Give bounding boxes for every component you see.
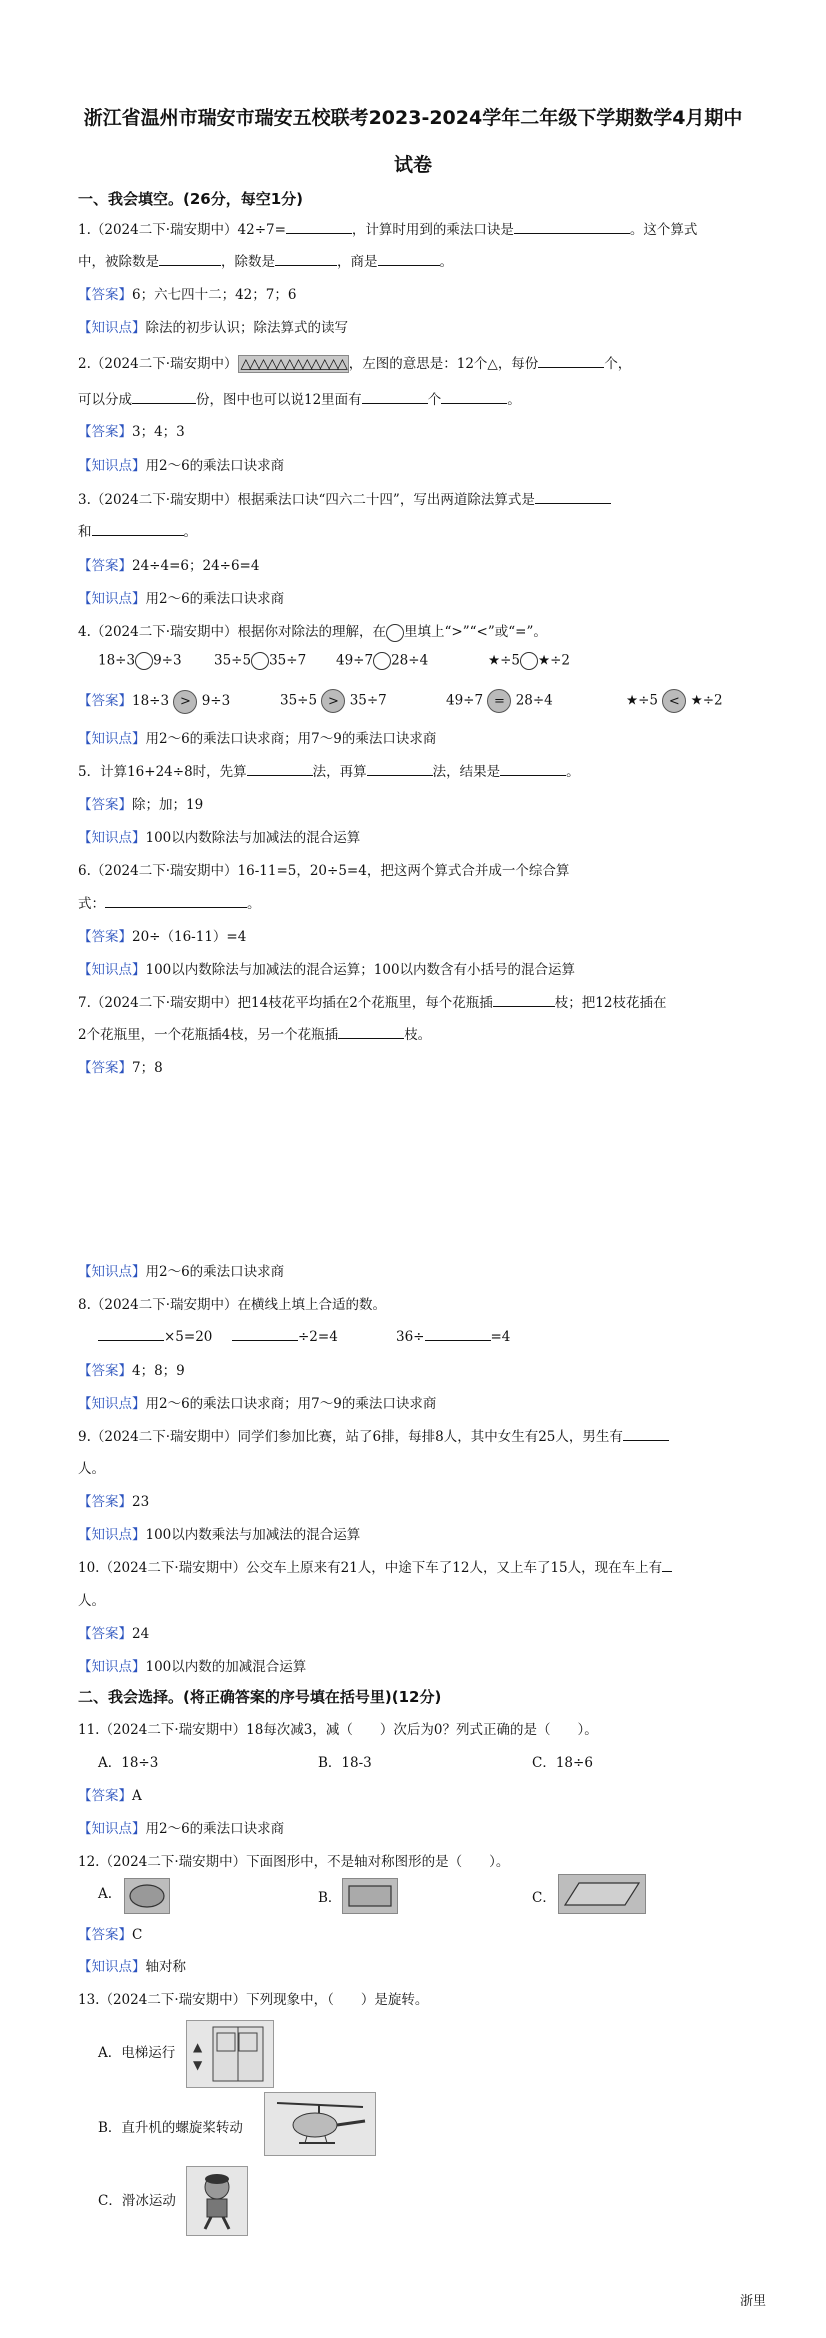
answer-3: 【答案】24÷4=6；24÷6=4 — [78, 558, 260, 574]
question-10-cont: 人。 — [78, 1593, 105, 1609]
q13-option-b: B．直升机的螺旋桨转动 — [98, 2120, 243, 2136]
knowledge-8: 【知识点】用2～6的乘法口诀求商；用7～9的乘法口诀求商 — [78, 1396, 437, 1412]
elevator-image — [186, 2020, 274, 2088]
question-13: 13.（2024二下·瑞安期中）下列现象中，（ ）是旋转。 — [78, 1992, 429, 2008]
question-1-cont: 中，被除数是 ，除数是 ，商是 。 — [78, 250, 453, 270]
question-6: 6.（2024二下·瑞安期中）16-11=5，20÷5=4，把这两个算式合并成一个综合算 — [78, 863, 570, 879]
knowledge-10: 【知识点】100以内数的加减混合运算 — [78, 1659, 307, 1675]
question-7: 7.（2024二下·瑞安期中）把14枝花平均插在2个花瓶里，每个花瓶插 枝；把12枝花插在 — [78, 991, 666, 1011]
knowledge-3: 【知识点】用2～6的乘法口诀求商 — [78, 591, 285, 607]
q8-eq-1: ×5=20 — [98, 1326, 212, 1345]
skater-icon — [187, 2167, 247, 2235]
q4-item-1: 18÷3 9÷3 — [98, 652, 182, 669]
question-4: 4.（2024二下·瑞安期中）根据你对除法的理解，在 里填上“>”“<”或“=”。 — [78, 624, 547, 640]
question-3-cont: 和 。 — [78, 520, 197, 540]
question-5: 5．计算16+24÷8时，先算 法，再算 法，结果是 。 — [78, 760, 580, 780]
question-8: 8.（2024二下·瑞安期中）在横线上填上合适的数。 — [78, 1297, 387, 1313]
answer-11: 【答案】A — [78, 1788, 142, 1804]
skater-image — [186, 2166, 248, 2236]
answer-9: 【答案】23 — [78, 1494, 150, 1510]
question-12: 12.（2024二下·瑞安期中）下面图形中，不是轴对称图形的是（ ）。 — [78, 1854, 510, 1870]
answer-6: 【答案】20÷（16-11）=4 — [78, 929, 247, 945]
answer-10: 【答案】24 — [78, 1626, 150, 1642]
svg-text:▲: ▲ — [193, 2040, 203, 2054]
q11-option-c: C．18÷6 — [532, 1755, 593, 1771]
knowledge-4: 【知识点】用2～6的乘法口诀求商；用7～9的乘法口诀求商 — [78, 731, 437, 747]
answer-12: 【答案】C — [78, 1927, 143, 1943]
knowledge-9: 【知识点】100以内数乘法与加减法的混合运算 — [78, 1527, 361, 1543]
knowledge-6: 【知识点】100以内数除法与加减法的混合运算；100以内数含有小括号的混合运算 — [78, 962, 576, 978]
q12-image-a — [124, 1878, 170, 1914]
q8-eq-2: ÷2=4 — [232, 1326, 338, 1345]
q12-image-b — [342, 1878, 398, 1914]
answer-7: 【答案】7；8 — [78, 1060, 163, 1076]
section-1-heading: 一、我会填空。(26分，每空1分) — [78, 190, 304, 208]
answer-5: 【答案】除；加；19 — [78, 797, 204, 813]
q13-option-c: C．滑冰运动 — [98, 2193, 176, 2209]
question-1: 1.（2024二下·瑞安期中）42÷7= ，计算时用到的乘法口诀是 。这个算式 — [78, 218, 697, 238]
answer-2: 【答案】3；4；3 — [78, 424, 185, 440]
parallelogram-icon — [559, 1875, 645, 1913]
section-2-heading: 二、我会选择。(将正确答案的序号填在括号里)(12分) — [78, 1688, 442, 1706]
helicopter-icon — [265, 2093, 375, 2155]
q12-option-c: C． — [532, 1890, 556, 1906]
knowledge-1: 【知识点】除法的初步认识；除法算式的读写 — [78, 320, 348, 336]
question-9-cont: 人。 — [78, 1461, 105, 1477]
q11-option-b: B．18-3 — [318, 1755, 372, 1771]
answer-8: 【答案】4；8；9 — [78, 1363, 185, 1379]
answer-4-item-2: 35÷5 > 35÷7 — [280, 689, 387, 713]
q12-option-a: A. — [98, 1886, 113, 1902]
q8-eq-3: 36÷ =4 — [396, 1326, 510, 1345]
q4-item-3: 49÷7 28÷4 — [336, 652, 429, 669]
page-title-line2: 试卷 — [393, 154, 432, 176]
question-10: 10.（2024二下·瑞安期中）公交车上原来有21人，中途下车了12人，又上车了15人，现在车上有 — [78, 1556, 672, 1576]
knowledge-2: 【知识点】用2～6的乘法口诀求商 — [78, 458, 285, 474]
question-11: 11.（2024二下·瑞安期中）18每次减3，减（ ）次后为0？列式正确的是（ ）。 — [78, 1722, 598, 1738]
question-2: 2.（2024二下·瑞安期中） △△△△△△△△△△△△ ，左图的意思是：12个△，每份 个， — [78, 352, 631, 373]
ellipse-icon — [125, 1879, 169, 1913]
q12-option-b: B． — [318, 1890, 342, 1906]
footer-mark: 浙里 — [739, 2294, 766, 2309]
q13-option-a: A．电梯运行 — [98, 2045, 176, 2061]
question-3: 3.（2024二下·瑞安期中）根据乘法口诀“四六二十四”，写出两道除法算式是 — [78, 488, 611, 508]
answer-4-item-3: 49÷7 = 28÷4 — [446, 689, 553, 713]
knowledge-12: 【知识点】轴对称 — [78, 1959, 186, 1975]
question-7-cont: 2个花瓶里，一个花瓶插4枝，另一个花瓶插 枝。 — [78, 1023, 431, 1043]
answer-1: 【答案】6；六七四十二；42；7；6 — [78, 287, 297, 303]
svg-text:▼: ▼ — [193, 2058, 203, 2072]
q4-item-2: 35÷5 35÷7 — [214, 652, 307, 669]
helicopter-image — [264, 2092, 376, 2156]
knowledge-11: 【知识点】用2～6的乘法口诀求商 — [78, 1821, 285, 1837]
question-6-cont: 式： 。 — [78, 892, 261, 912]
compare-circle-icon — [386, 624, 404, 642]
triangle-icon: △ — [487, 356, 498, 372]
q4-item-4: ★÷5 ★÷2 — [488, 652, 571, 669]
question-9: 9.（2024二下·瑞安期中）同学们参加比赛，站了6排，每排8人，其中女生有25人，男生有 — [78, 1425, 669, 1445]
rectangle-icon — [343, 1879, 397, 1913]
triangle-strip: △△△△△△△△△△△△ — [238, 355, 349, 373]
answer-4: 【答案】18÷3 > 9÷3 — [78, 689, 230, 714]
knowledge-5: 【知识点】100以内数除法与加减法的混合运算 — [78, 830, 361, 846]
knowledge-7: 【知识点】用2～6的乘法口诀求商 — [78, 1264, 285, 1280]
elevator-icon — [187, 2021, 273, 2087]
answer-4-item-4: ★÷5 < ★÷2 — [626, 689, 723, 713]
q12-image-c — [558, 1874, 646, 1914]
q11-option-a: A．18÷3 — [98, 1755, 159, 1771]
page-title: 浙江省温州市瑞安市瑞安五校联考2023-2024学年二年级下学期数学4月期中 — [83, 107, 743, 129]
question-2-cont: 可以分成 份，图中也可以说12里面有 个 。 — [78, 388, 521, 408]
